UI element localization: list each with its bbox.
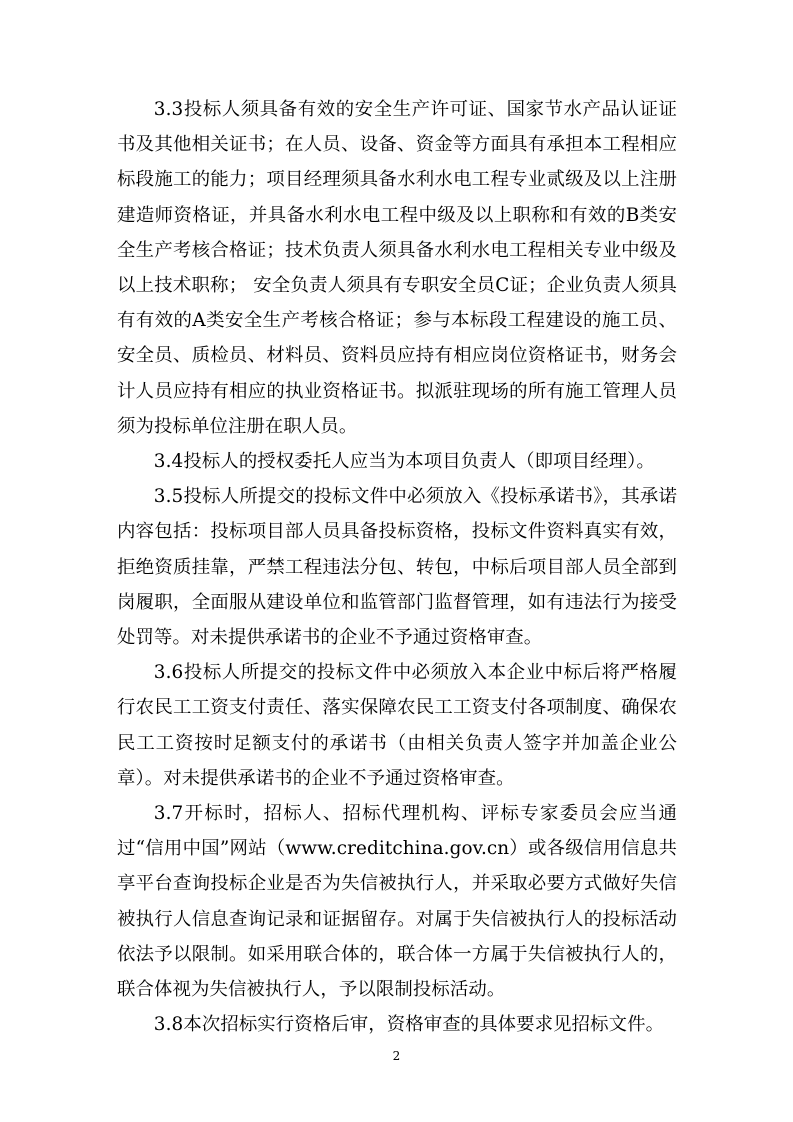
document-body	[117, 92, 677, 1042]
page-number: 2	[392, 1049, 401, 1063]
paragraph-3-8: 3.8本次招标实行资格后审，资格审查的具体要求见招标文件。	[153, 1014, 665, 1036]
paragraph-3-4: 3.4投标人的授权委托人应当为本项目负责人（即项目经理）。	[153, 451, 655, 473]
paragraph-3-3: 3.3投标人须具备有效的安全生产许可证、国家节水产品认证证书及其他相关证书；在人员、设备、资金等方面具有承担本工程相应标段施工的能力；项目经理须具备水利水电工程专业贰级及以上注册建造师资格证，并具备水利水电工程中级及以上职称和有效的B类安全生产考核合格证；技术负责人须具备水利水电工程相关专业中级及以上技术职称； 安全负责人须具有专职安全员C证；企业负责人须具有有效的A类安全生产考核合格证；参与本标段工程建设的施工员、安全员、质检员、材料员、资料员应持有相应岗位资格证书，财务会计人员应持有相应的执业资格证书。拟派驻现场的所有施工管理人员须为投标单位注册在职人员。	[117, 99, 677, 437]
paragraph-3-5: 3.5投标人所提交的投标文件中必须放入《投标承诺书》，其承诺内容包括：投标项目部人员具备投标资格，投标文件资料真实有效，拒绝资质挂靠，严禁工程违法分包、转包，中标后项目部人员全部到岗履职，全面服从建设单位和监管部门监督管理，如有违法行为接受处罚等。对未提供承诺书的企业不予通过资格审查。	[117, 486, 677, 649]
paragraph-3-6: 3.6投标人所提交的投标文件中必须放入本企业中标后将严格履行农民工工资支付责任、落实保障农民工工资支付各项制度、确保农民工工资按时足额支付的承诺书（由相关负责人签字并加盖企业公章）。对未提供承诺书的企业不予通过资格审查。	[117, 662, 677, 789]
paragraph-3-7: 3.7开标时，招标人、招标代理机构、评标专家委员会应当通过“信用中国”网站（www.creditchina.gov.cn）或各级信用信息共享平台查询投标企业是否为失信被执行人，并采取必要方式做好失信被执行人信息查询记录和证据留存。对属于失信被执行人的投标活动依法予以限制。如采用联合体的，联合体一方属于失信被执行人的，联合体视为失信被执行人，予以限制投标活动。	[117, 803, 677, 1001]
